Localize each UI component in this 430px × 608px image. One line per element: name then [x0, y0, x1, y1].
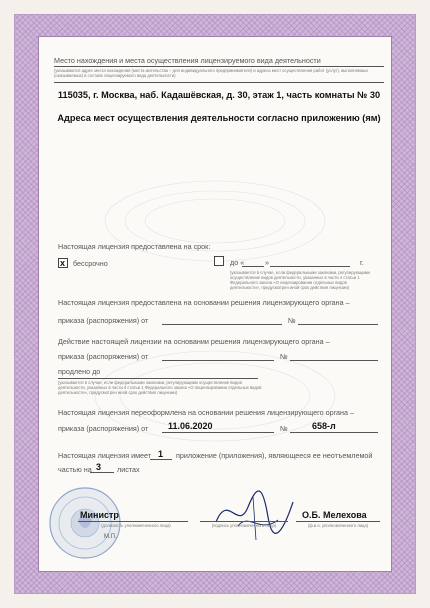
appendix-sheets-line [90, 472, 114, 473]
name-note: (ф.и.о. уполномоченного лица) [307, 523, 369, 528]
extended-prolonged-line [58, 378, 258, 379]
until-suffix: г. [360, 258, 364, 267]
stamp-mark: М.П. [104, 534, 117, 540]
place-note: (указываются адрес места нахождения (места жительства – для индивидуального предпринимателя) и адреса мест осуществления работ (услуг), выполняемых (оказываемых) в составе лицензируемого вида деятельности) [54, 68, 369, 78]
granted-date-line [162, 324, 282, 325]
appendix-part-prefix: частью на [58, 465, 92, 474]
granted-num-line [298, 324, 378, 325]
until-prefix: до « [230, 258, 245, 267]
extended-prolonged: продлено до [58, 367, 101, 376]
place-underline [54, 66, 384, 67]
reissued-date-line [162, 432, 274, 433]
appendix-count-line [150, 459, 172, 460]
granted-order: приказа (распоряжения) от [58, 316, 149, 325]
indefinite-label: бессрочно [73, 259, 108, 268]
activity-places: Адреса мест осуществления деятельности согласно приложению (ям) [57, 113, 381, 123]
main-address: 115035, г. Москва, наб. Кадашёвская, д. 30, этаж 1, часть комнаты № 30 [57, 90, 381, 100]
granted-text: Настоящая лицензия предоставлена на основании решения лицензирующего органа – [58, 298, 350, 307]
until-day-line [242, 266, 264, 267]
until-checkbox[interactable] [214, 256, 224, 266]
name-line [296, 521, 380, 522]
indefinite-check-mark: x [60, 258, 66, 268]
appendix-count: 1 [158, 449, 164, 459]
position-note: (должность уполномоченного лица) [101, 523, 171, 528]
reissued-number: 658-л [312, 421, 336, 431]
signature-line [200, 521, 288, 522]
place-line-2 [54, 82, 384, 83]
handwritten-signature [208, 482, 298, 542]
until-mid: » [265, 258, 269, 267]
extended-note: (указывается в случае, если федеральными законами, регулирующими осуществление видов деятельности, указанных в части 4 статьи 1 Федерального закона «О лицензировании отдельных видов деятельности», предусмотрен иной срок действия лицензии) [58, 380, 262, 395]
extended-date-line [162, 360, 274, 361]
reissued-date: 11.06.2020 [168, 421, 213, 431]
signer-position: Министр [80, 510, 119, 520]
reissued-text: Настоящая лицензия переоформлена на основании решения лицензирующего органа – [58, 408, 354, 417]
extended-order: приказа (распоряжения) от [58, 352, 149, 361]
extended-num: № [280, 352, 288, 361]
appendix-sheets: 3 [96, 462, 102, 472]
appendix-part-suffix: листах [117, 465, 140, 474]
term-label: Настоящая лицензия предоставлена на срок: [58, 242, 211, 251]
reissued-num: № [280, 424, 288, 433]
extended-num-line [290, 360, 378, 361]
reissued-order: приказа (распоряжения) от [58, 424, 149, 433]
appendix-middle: приложение (приложения), являющееся ее неотъемлемой [176, 451, 373, 460]
place-label: Место нахождения и места осуществления лицензируемого вида деятельности [54, 56, 321, 65]
signer-name: О.Б. Мелехова [302, 510, 367, 520]
until-month-line [270, 266, 350, 267]
granted-num: № [288, 316, 296, 325]
until-note: (указывается в случае, если федеральными законами, регулирующими осуществление видов деятельности, указанных в части 4 статьи 1 Федерального закона «О лицензировании отдельных видов деятельности», предусмотрен иной срок действия лицензии) [230, 270, 370, 290]
extended-text: Действие настоящей лицензии на основании решения лицензирующего органа – [58, 337, 330, 346]
signature-note: (подпись уполномоченного лица) [211, 523, 277, 528]
appendix-prefix: Настоящая лицензия имеет [58, 451, 152, 460]
reissued-num-line [290, 432, 378, 433]
position-line [78, 521, 188, 522]
